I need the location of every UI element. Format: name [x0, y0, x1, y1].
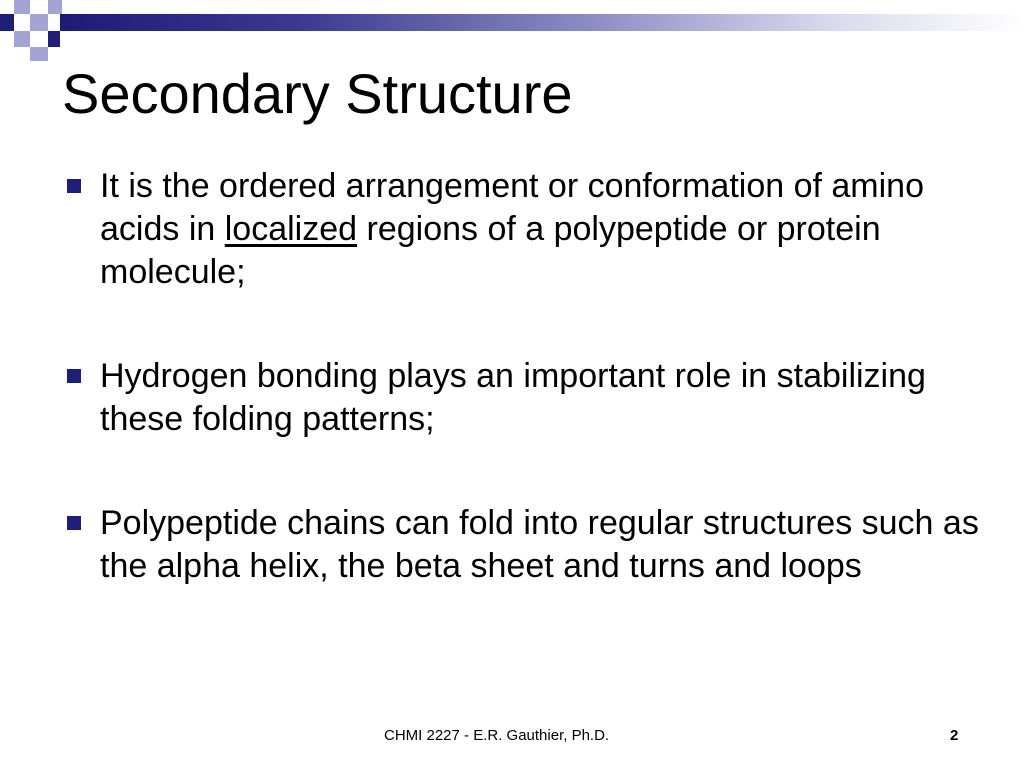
slide-title: Secondary Structure	[62, 62, 573, 125]
decor-square	[30, 47, 48, 61]
decor-square	[48, 31, 60, 47]
page-number: 2	[950, 727, 959, 744]
footer-text: CHMI 2227 - E.R. Gauthier, Ph.D.	[384, 727, 610, 744]
bullet-text: It is the ordered arrangement or conformation of amino acids in localized regions of a polypeptide or protein molecule;	[100, 167, 924, 291]
bullet-text: Polypeptide chains can fold into regular structures such as the alpha helix, the beta sheet and turns and loops	[100, 504, 979, 585]
decor-square	[0, 14, 14, 31]
square-bullet-icon	[67, 516, 81, 530]
decor-square	[48, 0, 62, 14]
header-gradient-bar	[60, 14, 1024, 31]
underlined-word: localized	[224, 210, 358, 248]
square-bullet-icon	[67, 179, 81, 193]
decor-square	[14, 0, 30, 14]
bullet-text: Hydrogen bonding plays an important role in stabilizing these folding patterns;	[100, 357, 926, 438]
decor-square	[14, 31, 30, 47]
decor-square	[30, 14, 48, 31]
square-bullet-icon	[67, 369, 81, 383]
